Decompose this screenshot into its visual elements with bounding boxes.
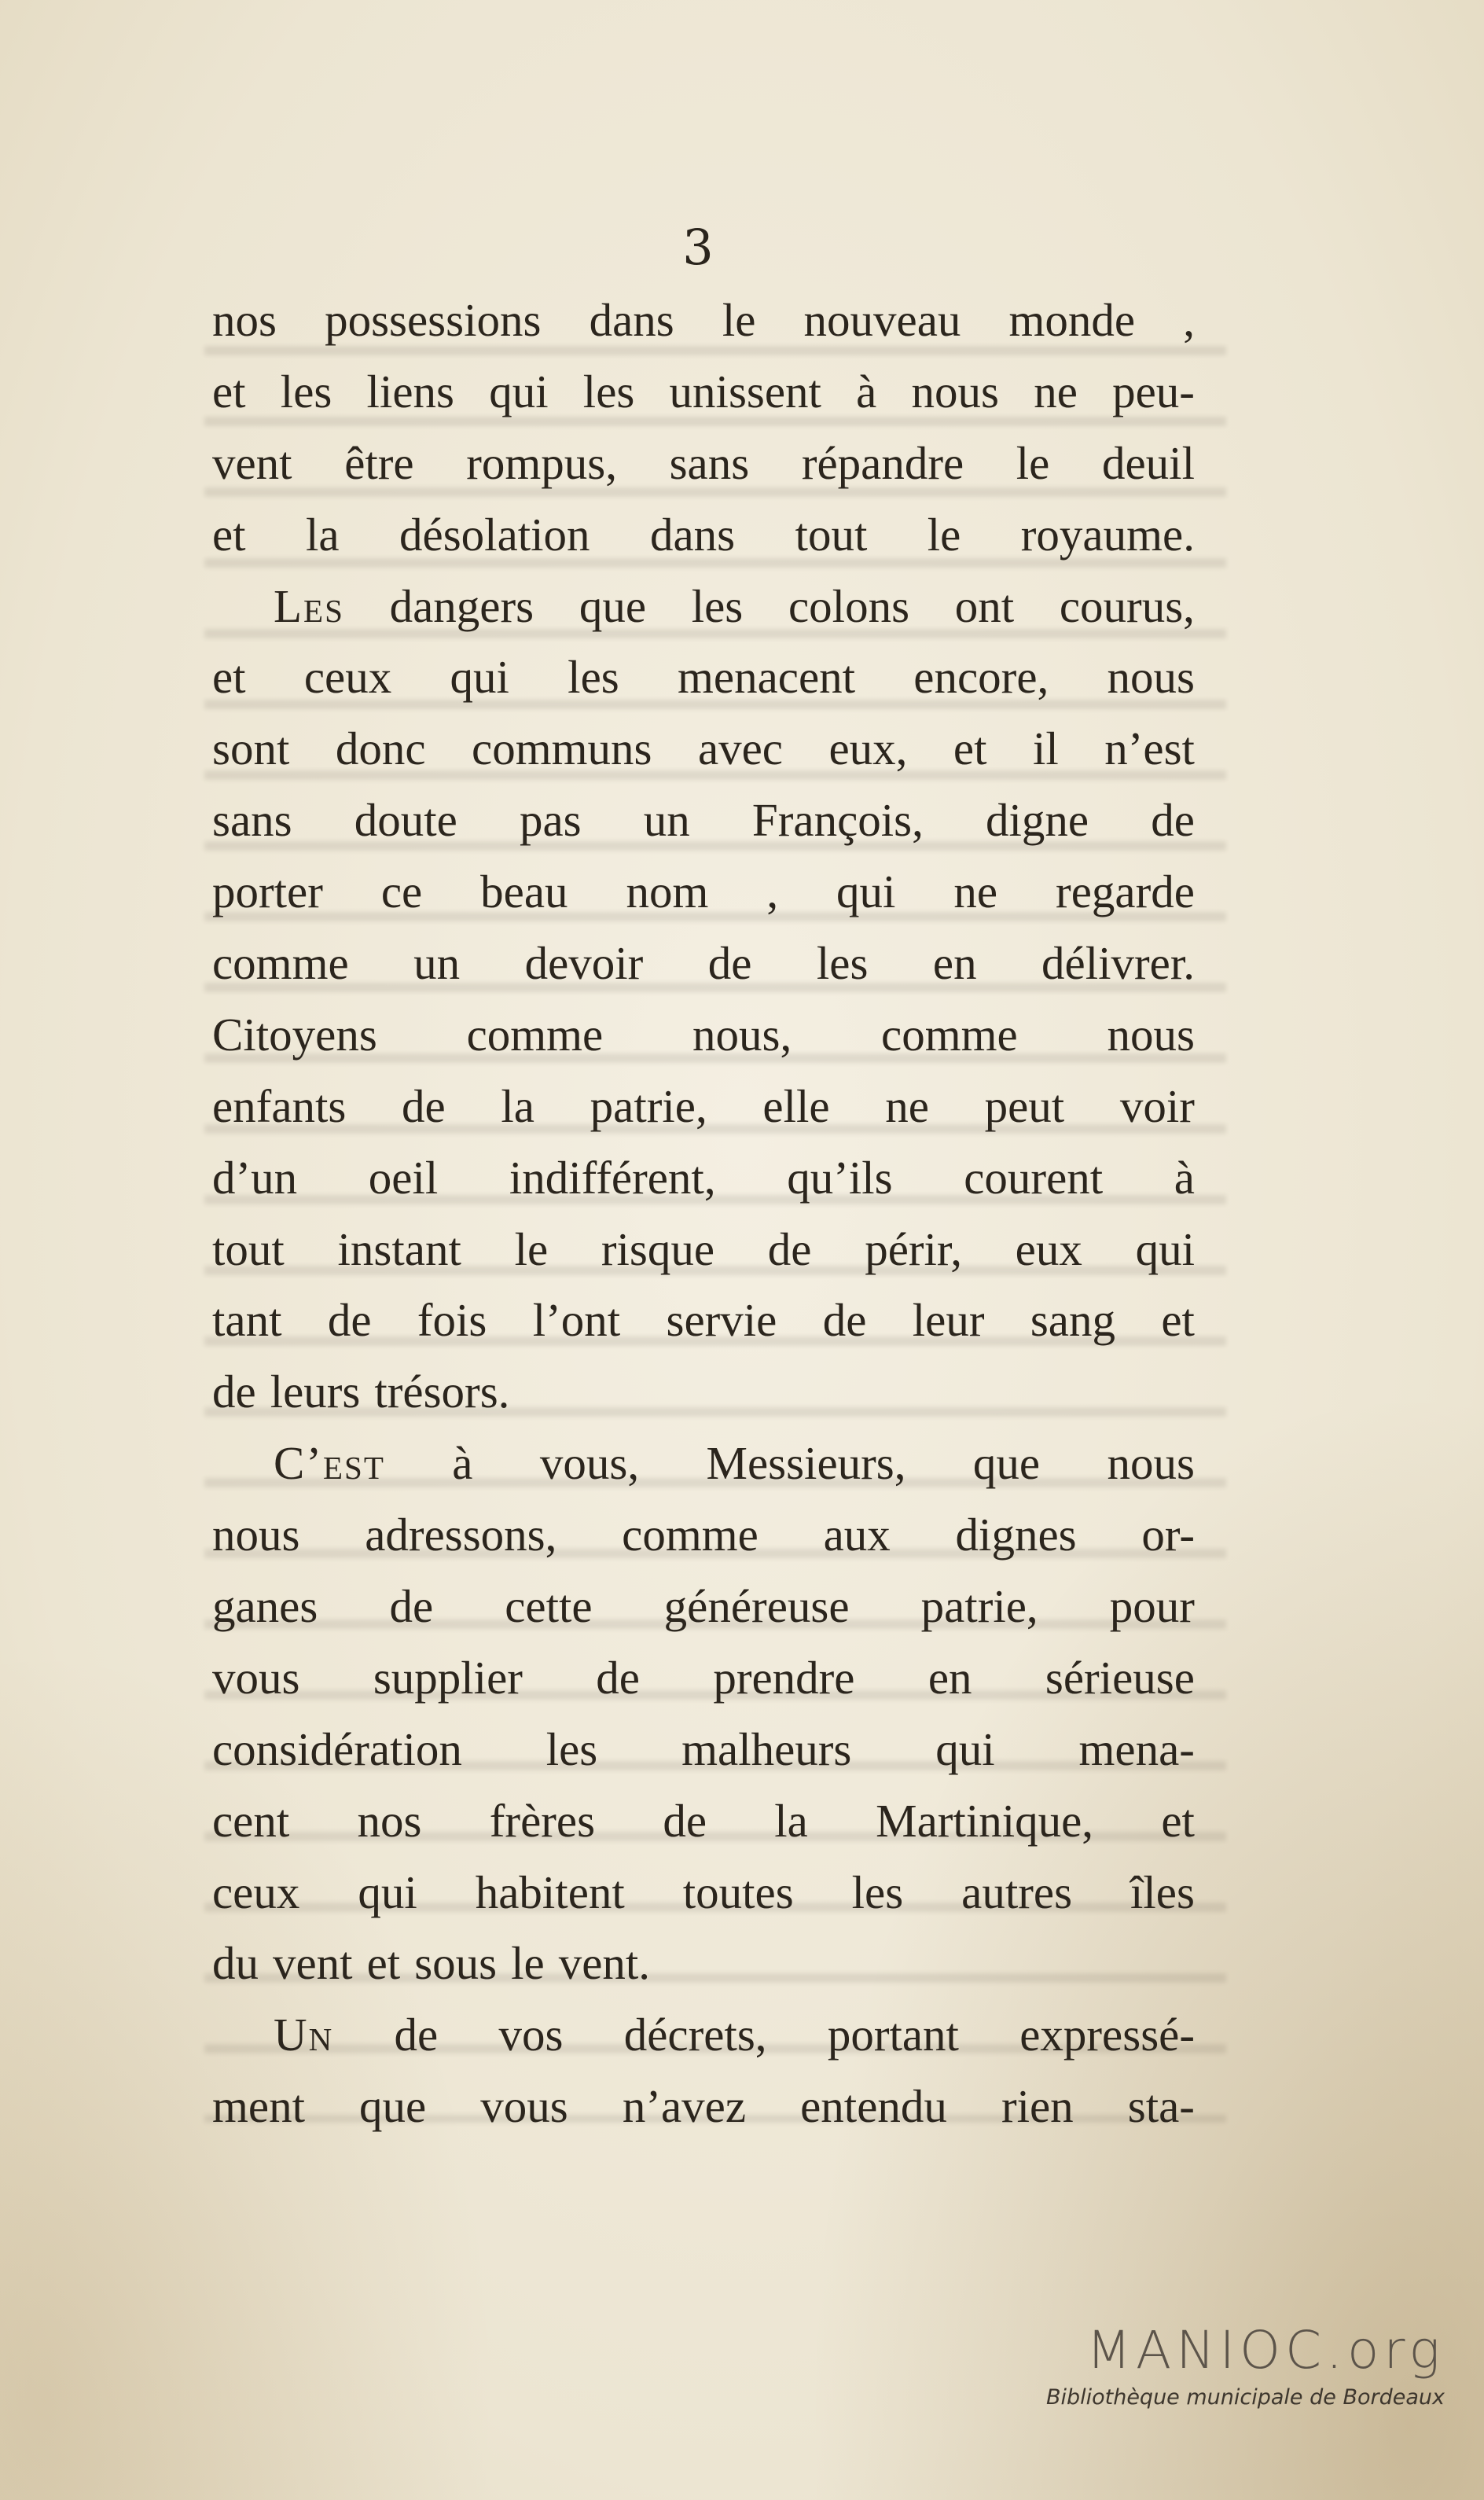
word: nous	[1107, 1437, 1195, 1490]
word: vous,	[539, 1437, 640, 1490]
text-line	[212, 713, 1195, 785]
word: Citoyens	[212, 1008, 377, 1061]
word: nous	[1107, 1008, 1195, 1061]
word: cette	[505, 1580, 593, 1633]
word: devoir	[524, 937, 644, 990]
text-line	[212, 571, 1195, 642]
word: patrie,	[920, 1580, 1038, 1633]
text-line	[212, 856, 1195, 928]
word: comme	[212, 937, 349, 990]
word: sang	[1030, 1294, 1115, 1347]
text-line	[212, 1999, 1195, 2071]
word: nom	[626, 866, 709, 918]
text-line	[212, 1214, 1195, 1285]
text-line	[212, 1499, 1195, 1571]
word: en	[928, 1651, 972, 1704]
word: qui	[450, 651, 509, 704]
word: le	[514, 1222, 549, 1275]
word: tant	[212, 1294, 282, 1347]
word: délivrer.	[1041, 937, 1195, 990]
word: portant	[827, 2009, 959, 2061]
word: de	[1151, 794, 1195, 847]
word: de	[389, 1580, 434, 1633]
text-line	[212, 1071, 1195, 1142]
text-line	[212, 1928, 1195, 1999]
word: du	[212, 1937, 259, 1990]
word: doute	[354, 794, 457, 847]
word: encore,	[913, 651, 1049, 704]
word: qui	[1135, 1222, 1195, 1275]
word: porter	[212, 866, 323, 918]
page-number: 3	[682, 219, 714, 276]
word: les	[568, 651, 619, 704]
word: comme	[466, 1008, 604, 1061]
word: pour	[1109, 1580, 1195, 1633]
word: de	[822, 1294, 867, 1347]
small-caps-word: C’est	[274, 1437, 385, 1490]
word: les	[280, 365, 332, 417]
word: ce	[380, 866, 423, 918]
word: considération	[212, 1722, 462, 1775]
text-line	[212, 285, 1195, 356]
word: rien	[1001, 2080, 1074, 2133]
word: or-	[1141, 1509, 1195, 1561]
word: l’ont	[532, 1294, 621, 1347]
word: périr,	[865, 1222, 962, 1275]
word: et	[953, 722, 987, 775]
word: avec	[697, 722, 783, 775]
word: ont	[954, 579, 1015, 632]
word: ne	[1034, 365, 1078, 417]
word: donc	[335, 722, 426, 775]
word: répandre	[801, 436, 964, 489]
word: beau	[480, 866, 568, 918]
word: habitent	[475, 1866, 625, 1918]
word: dangers	[389, 579, 534, 632]
word: de	[663, 1794, 707, 1847]
word: les	[545, 1722, 598, 1775]
word: sont	[212, 722, 290, 775]
text-line	[212, 428, 1195, 499]
word: nous,	[692, 1008, 792, 1061]
word: de	[394, 2009, 439, 2061]
word: les	[582, 365, 635, 417]
word: et	[1161, 1794, 1195, 1847]
word: leurs	[270, 1366, 361, 1418]
word: la	[306, 508, 340, 561]
text-line	[212, 1285, 1195, 1356]
small-caps-word: Un	[274, 2009, 334, 2061]
word: à	[856, 365, 877, 417]
word: îles	[1130, 1866, 1195, 1918]
word: rompus,	[466, 436, 617, 489]
word: que	[359, 2080, 427, 2133]
word: que	[579, 579, 646, 632]
word: indifférent,	[509, 1151, 716, 1204]
word: tout	[795, 508, 868, 561]
word: vent	[212, 436, 292, 489]
text-line	[212, 1857, 1195, 1928]
word: pas	[519, 794, 582, 847]
word: trésors.	[374, 1366, 510, 1418]
word: menacent	[677, 651, 856, 704]
watermark	[1005, 2319, 1445, 2414]
word: risque	[601, 1222, 715, 1275]
word: de	[212, 1366, 256, 1418]
word: n’est	[1104, 722, 1195, 775]
word: ,	[1183, 294, 1195, 346]
word: qui	[358, 1866, 417, 1918]
word: de	[707, 937, 752, 990]
word: le	[511, 1937, 545, 1990]
word: à	[1174, 1151, 1195, 1204]
word: la	[501, 1079, 534, 1132]
word: un	[413, 937, 461, 990]
word: monde	[1008, 294, 1136, 346]
word	[274, 1428, 385, 1499]
word: sta-	[1127, 2080, 1195, 2133]
text-line	[212, 1642, 1195, 1714]
text-line	[212, 999, 1195, 1071]
word: qui	[489, 365, 549, 417]
word: et	[212, 508, 246, 561]
text-line	[212, 642, 1195, 713]
word: aux	[823, 1509, 891, 1561]
word: courus,	[1059, 579, 1195, 632]
word: comme	[622, 1509, 759, 1561]
word: vous	[212, 1651, 300, 1704]
word: ganes	[212, 1580, 318, 1633]
word: oeil	[368, 1151, 439, 1204]
word: le	[927, 508, 961, 561]
text-line	[212, 1428, 1195, 1499]
word: digne	[986, 794, 1089, 847]
word: elle	[762, 1079, 830, 1132]
word: deuil	[1101, 436, 1195, 489]
word: à	[452, 1437, 473, 1490]
word: eux	[1015, 1222, 1082, 1275]
word: ne	[953, 866, 998, 918]
text-line	[212, 356, 1195, 428]
word: nos	[357, 1794, 422, 1847]
text-line	[212, 1785, 1195, 1857]
word: malheurs	[681, 1722, 852, 1775]
word: communs	[472, 722, 652, 775]
word: la	[774, 1794, 808, 1847]
text-line	[212, 1142, 1195, 1214]
word: autres	[961, 1866, 1073, 1918]
word: comme	[881, 1008, 1018, 1061]
word: prendre	[713, 1651, 855, 1704]
word: les	[691, 579, 744, 632]
word: unissent	[669, 365, 821, 417]
word: regarde	[1056, 866, 1195, 918]
word: frères	[489, 1794, 596, 1847]
word: leur	[912, 1294, 985, 1347]
word: nous	[1107, 651, 1195, 704]
word: sérieuse	[1045, 1651, 1195, 1704]
word: sous	[414, 1937, 498, 1990]
word: vent.	[558, 1937, 651, 1990]
word: sans	[669, 436, 750, 489]
word: et	[366, 1937, 401, 1990]
text-line	[212, 2071, 1195, 2142]
word: nous	[911, 365, 1000, 417]
word: Messieurs,	[706, 1437, 906, 1490]
word: vos	[498, 2009, 564, 2061]
word: ceux	[212, 1866, 300, 1918]
word: instant	[337, 1222, 461, 1275]
word: Martinique,	[876, 1794, 1094, 1847]
word: voir	[1119, 1079, 1195, 1132]
word: les	[851, 1866, 904, 1918]
word: le	[722, 294, 756, 346]
word: expressé-	[1019, 2009, 1195, 2061]
word	[274, 1999, 333, 2071]
word: de	[596, 1651, 640, 1704]
word: un	[643, 794, 690, 847]
word: cent	[212, 1794, 290, 1847]
word: n’avez	[622, 2080, 747, 2133]
word: possessions	[325, 294, 542, 346]
word: décrets,	[623, 2009, 767, 2061]
text-line	[212, 785, 1195, 856]
word: tout	[212, 1222, 285, 1275]
word: ,	[766, 866, 779, 918]
word: être	[344, 436, 414, 489]
word: le	[1016, 436, 1050, 489]
word: il	[1032, 722, 1059, 775]
word: royaume.	[1020, 508, 1195, 561]
text-line	[212, 1571, 1195, 1642]
small-caps-word: Les	[274, 579, 344, 632]
word: qu’ils	[787, 1151, 893, 1204]
word: et	[212, 365, 246, 417]
text-line	[212, 499, 1195, 571]
text-line	[212, 1714, 1195, 1785]
word: généreuse	[663, 1580, 850, 1633]
word: mena-	[1078, 1722, 1195, 1775]
word: servie	[666, 1294, 777, 1347]
word: eux,	[828, 722, 908, 775]
word: en	[932, 937, 977, 990]
word: et	[1161, 1294, 1195, 1347]
word: supplier	[373, 1651, 523, 1704]
word: François,	[751, 794, 924, 847]
word: de	[327, 1294, 372, 1347]
word: entendu	[800, 2080, 947, 2133]
word: ment	[212, 2080, 305, 2133]
word: nos	[212, 294, 277, 346]
word: les	[816, 937, 869, 990]
word: peut	[984, 1079, 1065, 1132]
body-text	[212, 285, 1195, 2142]
word: courent	[964, 1151, 1104, 1204]
word: sans	[212, 794, 292, 847]
word: nous	[212, 1509, 300, 1561]
word: dans	[649, 508, 736, 561]
word: patrie,	[590, 1079, 707, 1132]
word: liens	[366, 365, 454, 417]
word: que	[972, 1437, 1041, 1490]
word: de	[767, 1222, 812, 1275]
word: ne	[885, 1079, 929, 1132]
word: toutes	[682, 1866, 794, 1918]
word: vous	[480, 2080, 568, 2133]
word: qui	[935, 1722, 995, 1775]
word: désolation	[399, 508, 590, 561]
word: dans	[589, 294, 674, 346]
word: de	[402, 1079, 446, 1132]
word: vent	[273, 1937, 353, 1990]
word: nouveau	[803, 294, 961, 346]
word: et	[212, 651, 246, 704]
watermark-logo: MANIOC.org	[1086, 2320, 1445, 2381]
word: enfants	[212, 1079, 347, 1132]
text-line	[212, 928, 1195, 999]
word: d’un	[212, 1151, 298, 1204]
word: peu-	[1112, 365, 1195, 417]
word: fois	[417, 1294, 487, 1347]
word: colons	[788, 579, 910, 632]
word: qui	[836, 866, 896, 918]
word	[274, 571, 344, 642]
word: ceux	[303, 651, 392, 704]
watermark-subtitle: Bibliothèque municipale de Bordeaux	[1045, 2385, 1445, 2410]
word: adressons,	[365, 1509, 557, 1561]
word: dignes	[955, 1509, 1077, 1561]
text-line	[212, 1356, 1195, 1428]
